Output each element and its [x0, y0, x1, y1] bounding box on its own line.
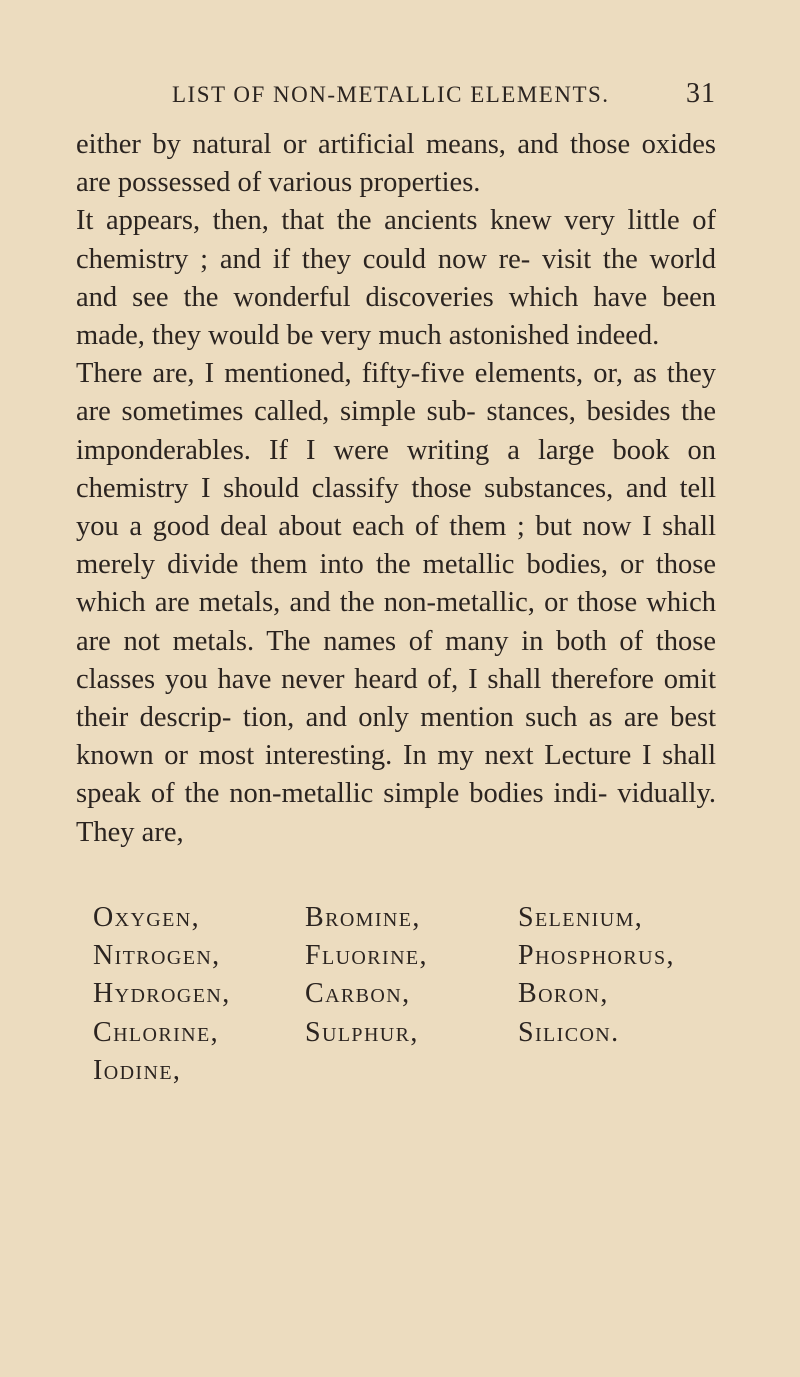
paragraph-elements: There are, I mentioned, fifty-five elements, or, as they are sometimes called, simple sub- stances, besides the imponderables. If I were writing a large book on chemistry I should classify those substances, and tell you a good deal about each of them ; but now I shall merely divide them into the metallic bodies, or those which are metals, and the non-metallic, or those which are not metals. The names of many in both of those classes you have never heard of, I shall therefore omit their descrip- tion, and only mention such as are best known or most interesting. In my next Lecture I shall speak of the non-metallic simple bodies indi- vidually. They are,: [76, 358, 716, 848]
paragraph-continued: either by natural or artificial means, and those oxides are possessed of various properties.: [76, 129, 716, 199]
element-name: Bromine,: [305, 902, 421, 933]
page-number: 31: [686, 78, 716, 109]
element-name: Silicon.: [518, 1016, 620, 1048]
element-name: Phosphorus,: [518, 940, 675, 972]
element-row: [93, 902, 733, 940]
element-name: Sulphur,: [305, 1016, 419, 1048]
element-list: [93, 902, 733, 1093]
running-title: LIST OF NON-METALLIC ELEMENTS.: [172, 82, 610, 107]
element-row: [93, 978, 733, 1016]
paragraph-ancients: It appears, then, that the ancients knew very little of chemistry ; and if they could now re- visit the world and see the wonderful discoveries which have been made, they would be very much astonished indeed.: [76, 205, 716, 352]
element-name: Fluorine,: [305, 940, 428, 972]
element-name: Carbon,: [305, 978, 411, 1010]
element-row: [93, 1055, 733, 1093]
element-name: Iodine,: [93, 1054, 182, 1086]
element-row: [93, 1017, 733, 1055]
body-text: [76, 126, 716, 852]
element-name: Selenium,: [518, 902, 644, 933]
element-name: Oxygen,: [93, 902, 201, 933]
element-name: Nitrogen,: [93, 940, 221, 972]
running-head: [76, 78, 716, 114]
element-row: [93, 940, 733, 978]
element-name: Boron,: [518, 978, 609, 1010]
element-name: Hydrogen,: [93, 978, 231, 1010]
element-name: Chlorine,: [93, 1016, 220, 1048]
